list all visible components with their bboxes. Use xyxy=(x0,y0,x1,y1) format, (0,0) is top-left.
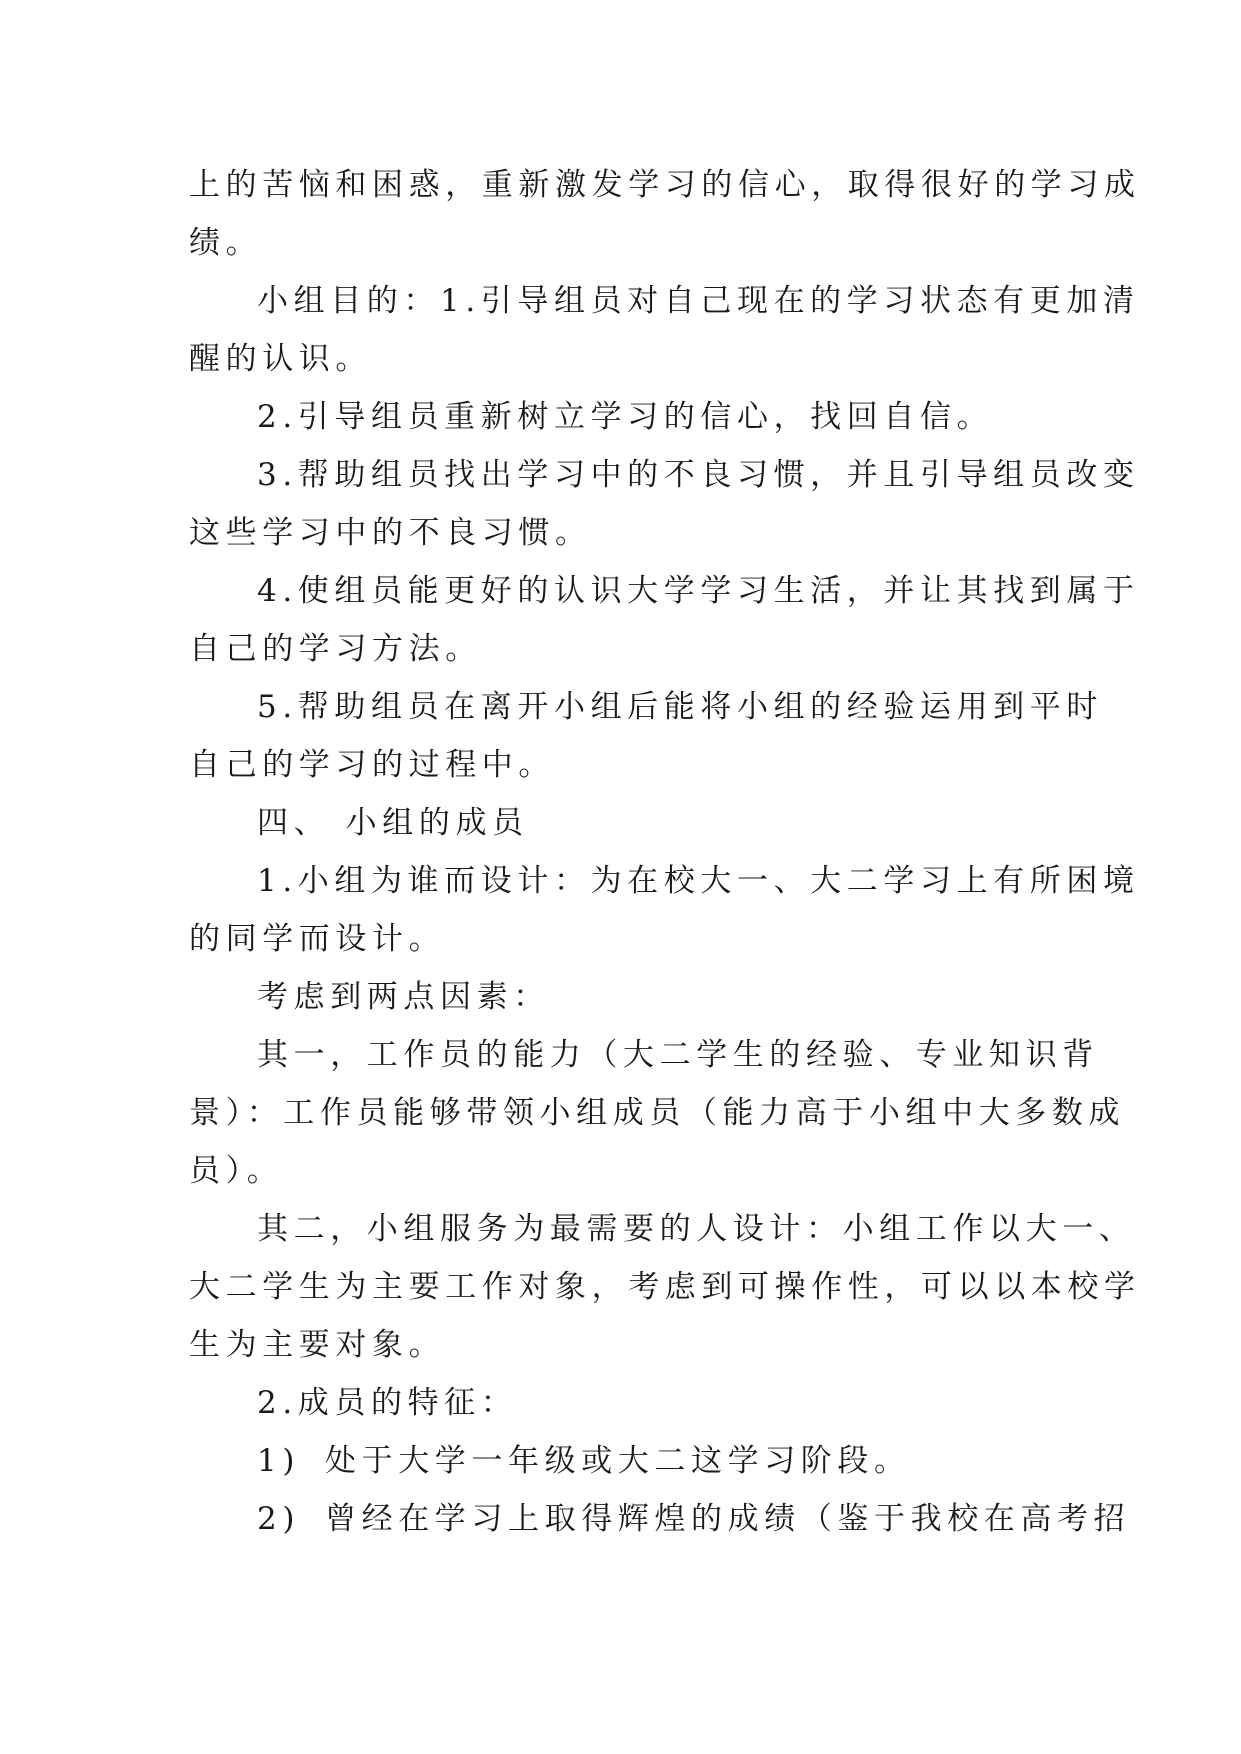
text-line: 这些学习中的不良习惯。 xyxy=(189,515,592,551)
text-line: 醒的认识。 xyxy=(189,341,372,377)
text-line: 生为主要对象。 xyxy=(189,1327,446,1363)
text-line: 员）。 xyxy=(189,1153,284,1189)
list-item xyxy=(189,1490,1131,1548)
list-item-number: 1) xyxy=(257,1443,301,1479)
text-line: 2.成员的特征： xyxy=(257,1385,518,1421)
text-line: 3.帮助组员找出学习中的不良习惯，并且引导组员改变 xyxy=(257,457,1140,493)
text-line: 上的苦恼和困惑，重新激发学习的信心，取得很好的学习成 xyxy=(189,167,1141,203)
text-line: 自己的学习方法。 xyxy=(189,631,482,667)
text-line: 4.使组员能更好的认识大学学习生活，并让其找到属于 xyxy=(257,573,1140,609)
list-item-number: 2) xyxy=(257,1501,301,1537)
text-line: 四、 小组的成员 xyxy=(257,805,529,841)
text-line: 2.引导组员重新树立学习的信心，找回自信。 xyxy=(257,399,994,435)
text-line: 大二学生为主要工作对象，考虑到可操作性，可以以本校学 xyxy=(189,1269,1141,1305)
text-line: 自己的学习的过程中。 xyxy=(189,747,555,783)
text-line: 小组目的：1.引导组员对自己现在的学习状态有更加清 xyxy=(257,283,1140,319)
text-line: 其二，小组服务为最需要的人设计：小组工作以大一、 xyxy=(257,1211,1136,1247)
document-body xyxy=(189,156,1141,1548)
text-line: 5.帮助组员在离开小组后能将小组的经验运用到平时 xyxy=(257,689,1103,725)
list-item xyxy=(189,1432,1069,1490)
list-item-text: 曾经在学习上取得辉煌的成绩（鉴于我校在高考招 xyxy=(325,1501,1131,1537)
list-item-text: 处于大学一年级或大二这学习阶段。 xyxy=(325,1443,911,1479)
text-line: 其一，工作员的能力（大二学生的经验、专业知识背 xyxy=(257,1037,1099,1073)
text-line: 考虑到两点因素： xyxy=(257,979,550,1015)
text-line: 景）：工作员能够带领小组成员（能力高于小组中大多数成 xyxy=(189,1095,1126,1131)
text-line: 绩。 xyxy=(189,225,263,261)
text-line: 1.小组为谁而设计：为在校大一、大二学习上有所困境 xyxy=(257,863,1140,899)
text-line: 的同学而设计。 xyxy=(189,921,446,957)
